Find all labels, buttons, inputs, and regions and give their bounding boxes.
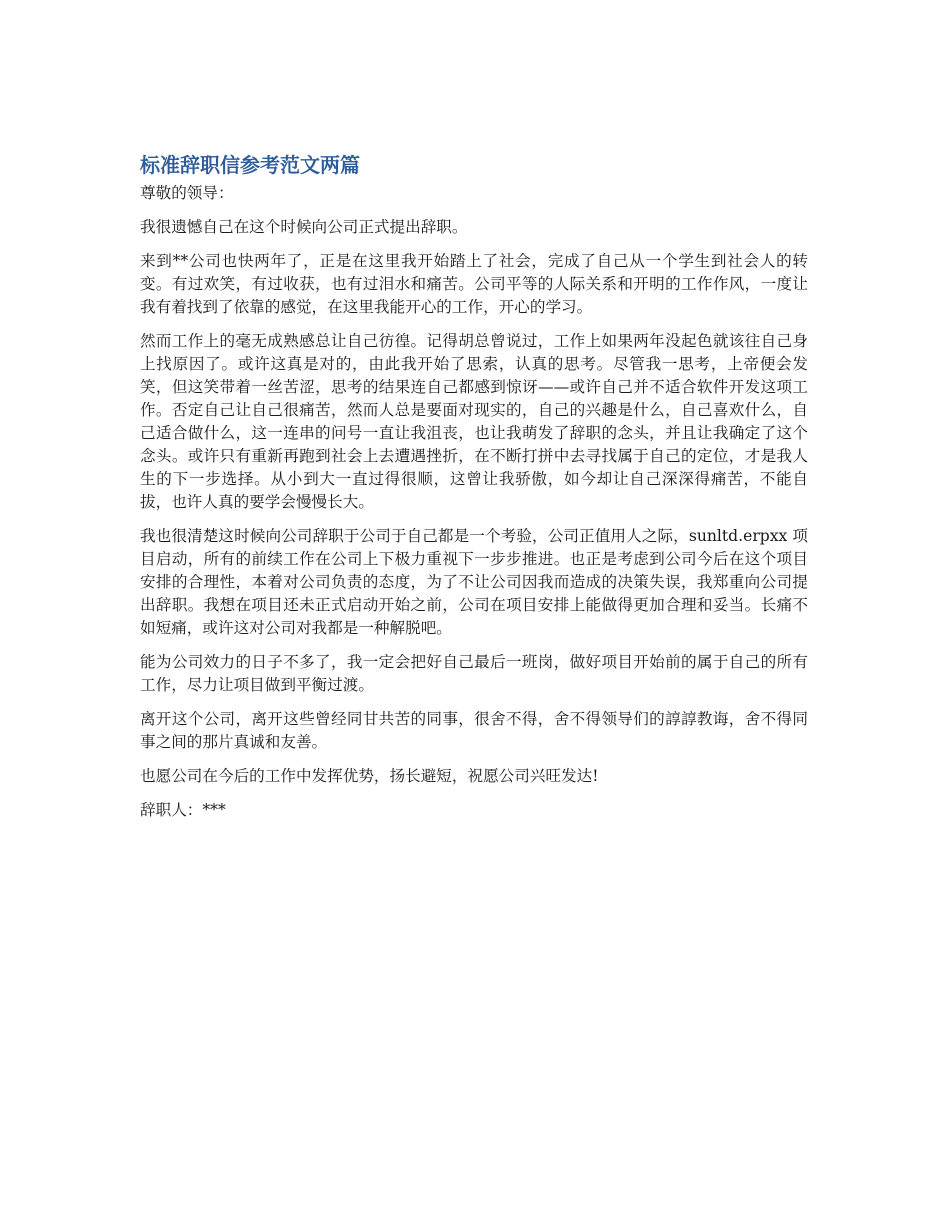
greeting: 尊敬的领导： <box>140 184 234 202</box>
paragraph-3: 然而工作上的毫无成熟感总让自己彷徨。记得胡总曾说过，工作上如果两年没起色就该往自己身上找原因了。或许这真是对的，由此我开始了思索，认真的思考。尽管我一思考，上帝便会发笑，但这笑带着一丝苦涩，思考的结果连自己都感到惊讶——或许自己并不适合软件开发这项工作。否定自己让自己很痛苦，然而人总是要面对现实的，自己的兴趣是什么，自己喜欢什么，自己适合做什么，这一连串的问号一直让我沮丧，也让我萌发了辞职的念头，并且让我确定了这个念头。或许只有重新再跑到社会上去遭遇挫折，在不断打拼中去寻找属于自己的定位，才是我人生的下一步选择。从小到大一直过得很顺，这曾让我骄傲，如今却让自己深深得痛苦，不能自拔，也许人真的要学会慢慢长大。 <box>140 332 808 511</box>
paragraph-7: 也愿公司在今后的工作中发挥优势，扬长避短，祝愿公司兴旺发达! <box>140 767 599 785</box>
document-body <box>140 148 808 833</box>
paragraph-2: 来到**公司也快两年了，正是在这里我开始踏上了社会，完成了自己从一个学生到社会人的转变。有过欢笑，有过收获，也有过泪水和痛苦。公司平等的人际关系和开明的工作作风，一度让我有着找到了依靠的感觉，在这里我能开心的工作，开心的学习。 <box>140 252 808 316</box>
paragraph-1: 我很遗憾自己在这个时候向公司正式提出辞职。 <box>140 218 468 236</box>
signature-line: 辞职人：*** <box>140 801 226 819</box>
paragraph-5: 能为公司效力的日子不多了，我一定会把好自己最后一班岗，做好项目开始前的属于自己的所有工作，尽力让项目做到平衡过渡。 <box>140 653 808 694</box>
document-title: 标准辞职信参考范文两篇 <box>140 153 360 177</box>
paragraph-6: 离开这个公司，离开这些曾经同甘共苦的同事，很舍不得，舍不得领导们的諄諄教诲，舍不得同事之间的那片真诚和友善。 <box>140 710 808 751</box>
paragraph-4: 我也很清楚这时候向公司辞职于公司于自己都是一个考验，公司正值用人之际，sunltd.erpxx 项目启动，所有的前续工作在公司上下极力重视下一步步推进。也正是考虑到公司今后在这个项目安排的合理性，本着对公司负责的态度，为了不让公司因我而造成的决策失误，我郑重向公司提出辞职。我想在项目还未正式启动开始之前，公司在项目安排上能做得更加合理和妥当。长痛不如短痛，或许这对公司对我都是一种解脱吧。 <box>140 527 808 637</box>
